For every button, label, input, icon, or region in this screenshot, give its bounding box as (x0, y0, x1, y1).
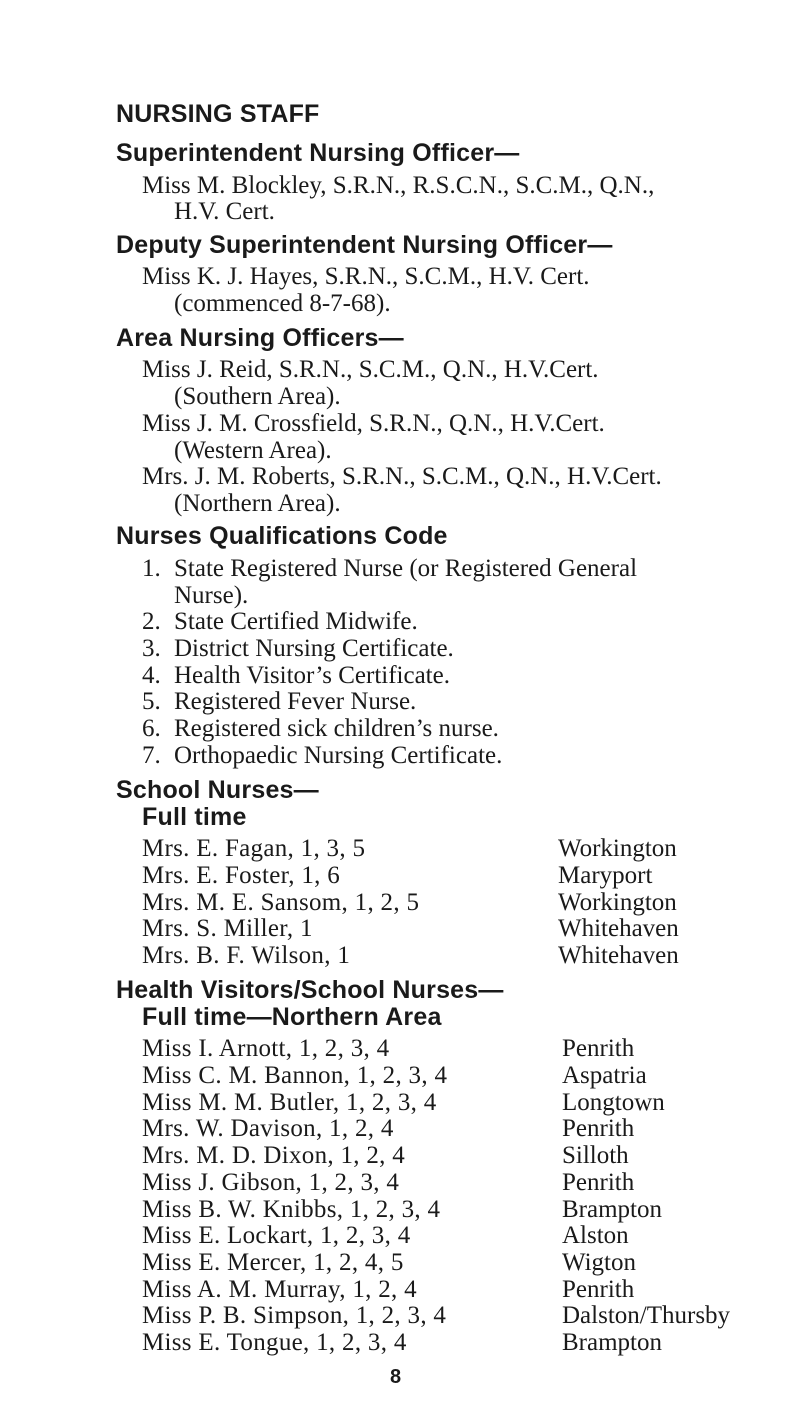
superintendent-line: H.V. Cert. (174, 198, 275, 226)
list-item-name: Miss J. Gibson, 1, 2, 3, 4 (142, 1168, 400, 1196)
list-item-town: Brampton (562, 1195, 662, 1223)
list-item-town: Silloth (562, 1142, 629, 1170)
list-item-town: Penrith (562, 1168, 635, 1196)
code-number: 5. (142, 688, 161, 716)
area-line: (Southern Area). (174, 383, 341, 411)
list-item-town: Penrith (562, 1115, 635, 1143)
code-number: 4. (142, 661, 161, 689)
codes-heading: Nurses Qualifications Code (116, 522, 448, 551)
list-item-name: Miss B. W. Knibbs, 1, 2, 3, 4 (142, 1195, 441, 1223)
page-number: 8 (390, 1366, 402, 1388)
area-line: Miss J. M. Crossfield, S.R.N., Q.N., H.V.Cert. (142, 409, 605, 437)
code-number: 7. (142, 741, 161, 769)
code-text-cont: Nurse). (174, 581, 249, 609)
list-item-name: Mrs. M. E. Sansom, 1, 2, 5 (142, 888, 420, 916)
list-item-name: Mrs. S. Miller, 1 (142, 915, 313, 943)
school-heading: School Nurses— (116, 776, 319, 804)
deputy-line: (commenced 8-7-68). (174, 289, 391, 317)
list-item-town: Penrith (562, 1275, 635, 1303)
code-text: District Nursing Certificate. (174, 634, 454, 662)
superintendent-heading: Superintendent Nursing Officer— (116, 139, 520, 167)
code-text: Orthopaedic Nursing Certificate. (174, 741, 503, 769)
list-item-town: Whitehaven (558, 941, 679, 969)
list-item-town: Longtown (562, 1088, 665, 1116)
deputy-line: Miss K. J. Hayes, S.R.N., S.C.M., H.V. Cert. (142, 263, 590, 290)
code-number: 6. (142, 715, 161, 742)
list-item-name: Miss P. B. Simpson, 1, 2, 3, 4 (142, 1302, 447, 1330)
list-item-name: Miss E. Tongue, 1, 2, 3, 4 (142, 1329, 407, 1356)
health-subheading: Full time—Northern Area (142, 1002, 442, 1031)
code-text: State Registered Nurse (or Registered General (174, 554, 638, 582)
list-item-name: Mrs. M. D. Dixon, 1, 2, 4 (142, 1142, 406, 1170)
code-number: 1. (142, 554, 161, 582)
list-item-name: Mrs. E. Foster, 1, 6 (142, 861, 341, 889)
list-item-name: Miss E. Lockart, 1, 2, 3, 4 (142, 1222, 411, 1250)
list-item-town: Maryport (558, 861, 653, 889)
list-item-town: Wigton (562, 1248, 636, 1276)
list-item-town: Brampton (562, 1329, 662, 1356)
list-item-name: Miss M. M. Butler, 1, 2, 3, 4 (142, 1088, 437, 1116)
code-text: Health Visitor’s Certificate. (174, 661, 450, 689)
list-item-town: Dalston/Thursby (562, 1302, 731, 1330)
list-item-town: Aspatria (562, 1062, 647, 1089)
code-text: State Certified Midwife. (174, 608, 418, 636)
area-line: Miss J. Reid, S.R.N., S.C.M., Q.N., H.V.Cert. (142, 356, 599, 384)
school-subheading: Full time (142, 802, 247, 831)
page-title: NURSING STAFF (116, 100, 320, 128)
list-item-name: Miss E. Mercer, 1, 2, 4, 5 (142, 1248, 404, 1276)
list-item-name: Mrs. E. Fagan, 1, 3, 5 (142, 835, 366, 863)
area-line: (Western Area). (174, 436, 332, 464)
code-text: Registered sick children’s nurse. (174, 715, 499, 742)
list-item-town: Workington (558, 835, 677, 863)
list-item-town: Penrith (562, 1035, 635, 1063)
code-text: Registered Fever Nurse. (174, 688, 417, 716)
code-number: 3. (142, 634, 161, 662)
superintendent-line: Miss M. Blockley, S.R.N., R.S.C.N., S.C.M., Q.N., (142, 171, 655, 199)
area-heading: Area Nursing Officers— (116, 324, 404, 352)
list-item-town: Whitehaven (558, 915, 679, 943)
list-item-name: Miss A. M. Murray, 1, 2, 4 (142, 1275, 417, 1303)
area-line: (Northern Area). (174, 489, 341, 517)
list-item-name: Mrs. W. Davison, 1, 2, 4 (142, 1115, 394, 1143)
deputy-heading: Deputy Superintendent Nursing Officer— (116, 230, 613, 259)
area-line: Mrs. J. M. Roberts, S.R.N., S.C.M., Q.N., H.V.Cert. (142, 463, 662, 491)
health-heading: Health Visitors/School Nurses— (116, 976, 504, 1005)
list-item-name: Mrs. B. F. Wilson, 1 (142, 941, 351, 969)
list-item-town: Alston (562, 1222, 629, 1250)
list-item-name: Miss I. Arnott, 1, 2, 3, 4 (142, 1035, 390, 1063)
list-item-name: Miss C. M. Bannon, 1, 2, 3, 4 (142, 1062, 448, 1089)
code-number: 2. (142, 608, 161, 636)
list-item-town: Workington (558, 888, 677, 916)
